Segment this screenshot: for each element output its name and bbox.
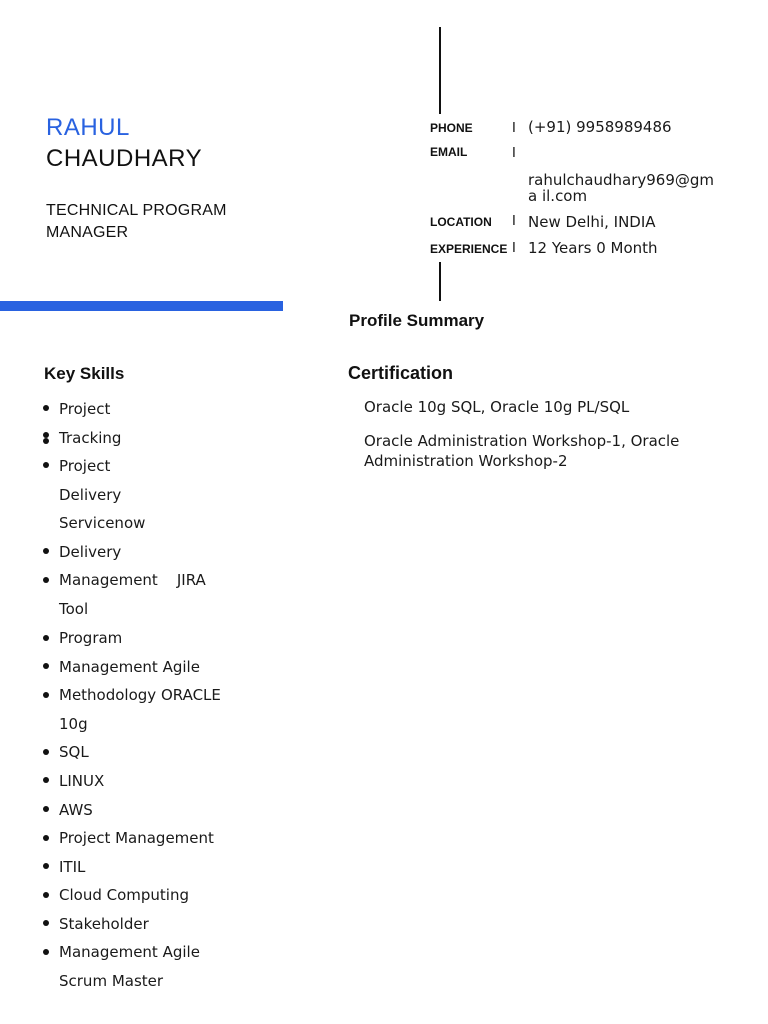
skill-item: SQL (59, 743, 89, 761)
top-divider-line (439, 27, 441, 114)
phone-value: (+91) 9958989486 (528, 118, 672, 136)
bullet-icon (43, 806, 49, 812)
bottom-divider-line (439, 262, 441, 301)
bullet-icon (43, 462, 49, 468)
skill-item: Tool (59, 600, 89, 618)
bullet-icon (43, 863, 49, 869)
experience-value: 12 Years 0 Month (528, 239, 658, 257)
skill-item: Project (59, 457, 111, 475)
profile-summary-heading: Profile Summary (349, 311, 485, 330)
bullet-icon (43, 635, 49, 641)
skill-item: Tracking (59, 429, 122, 447)
skill-item: Stakeholder (59, 915, 149, 933)
email-separator: I (512, 146, 516, 161)
bullet-icon (43, 892, 49, 898)
phone-separator: I (512, 121, 516, 136)
skill-item: Delivery (59, 543, 122, 561)
skill-item: Servicenow (59, 514, 146, 532)
bullet-icon (43, 405, 49, 411)
bullet-icon (43, 749, 49, 755)
job-title: TECHNICAL PROGRAM MANAGER (46, 202, 227, 241)
last-name: CHAUDHARY (46, 145, 203, 172)
skill-item: Management Agile (59, 658, 200, 676)
email-value: rahulchaudhary969@gma il.com (528, 171, 715, 205)
key-skills-heading: Key Skills (44, 364, 125, 383)
skill-item: Management Agile (59, 943, 200, 961)
skill-item: Program (59, 629, 123, 647)
bullet-icon (43, 548, 49, 554)
phone-label: PHONE (430, 121, 473, 135)
skill-item: Methodology ORACLE (59, 686, 221, 704)
accent-bar (0, 301, 283, 311)
experience-label: EXPERIENCE (430, 242, 508, 256)
bullet-icon (43, 949, 49, 955)
first-name: RAHUL (46, 114, 130, 141)
certification-item: Oracle Administration Workshop-1, Oracle Administration Workshop-2 (364, 432, 680, 470)
skill-item: Scrum Master (59, 972, 164, 990)
bullet-icon (43, 663, 49, 669)
skill-item: 10g (59, 715, 88, 733)
skill-item: LINUX (59, 772, 105, 790)
experience-separator: I (512, 241, 516, 256)
location-separator: I (512, 214, 516, 229)
skill-item: Management JIRA (59, 571, 206, 589)
bullet-icon (43, 438, 49, 444)
skill-item: AWS (59, 801, 93, 819)
location-value: New Delhi, INDIA (528, 213, 656, 231)
bullet-icon (43, 692, 49, 698)
bullet-icon (43, 835, 49, 841)
bullet-icon (43, 577, 49, 583)
certification-heading: Certification (348, 363, 454, 383)
location-label: LOCATION (430, 215, 492, 229)
skill-item: Cloud Computing (59, 886, 189, 904)
email-label: EMAIL (430, 145, 468, 159)
skill-item: ITIL (59, 858, 86, 876)
bullet-icon (43, 777, 49, 783)
skill-item: Project Management (59, 829, 214, 847)
certification-item: Oracle 10g SQL, Oracle 10g PL/SQL (364, 398, 630, 416)
skill-item: Project (59, 400, 111, 418)
bullet-icon (43, 920, 49, 926)
skill-item: Delivery (59, 486, 122, 504)
